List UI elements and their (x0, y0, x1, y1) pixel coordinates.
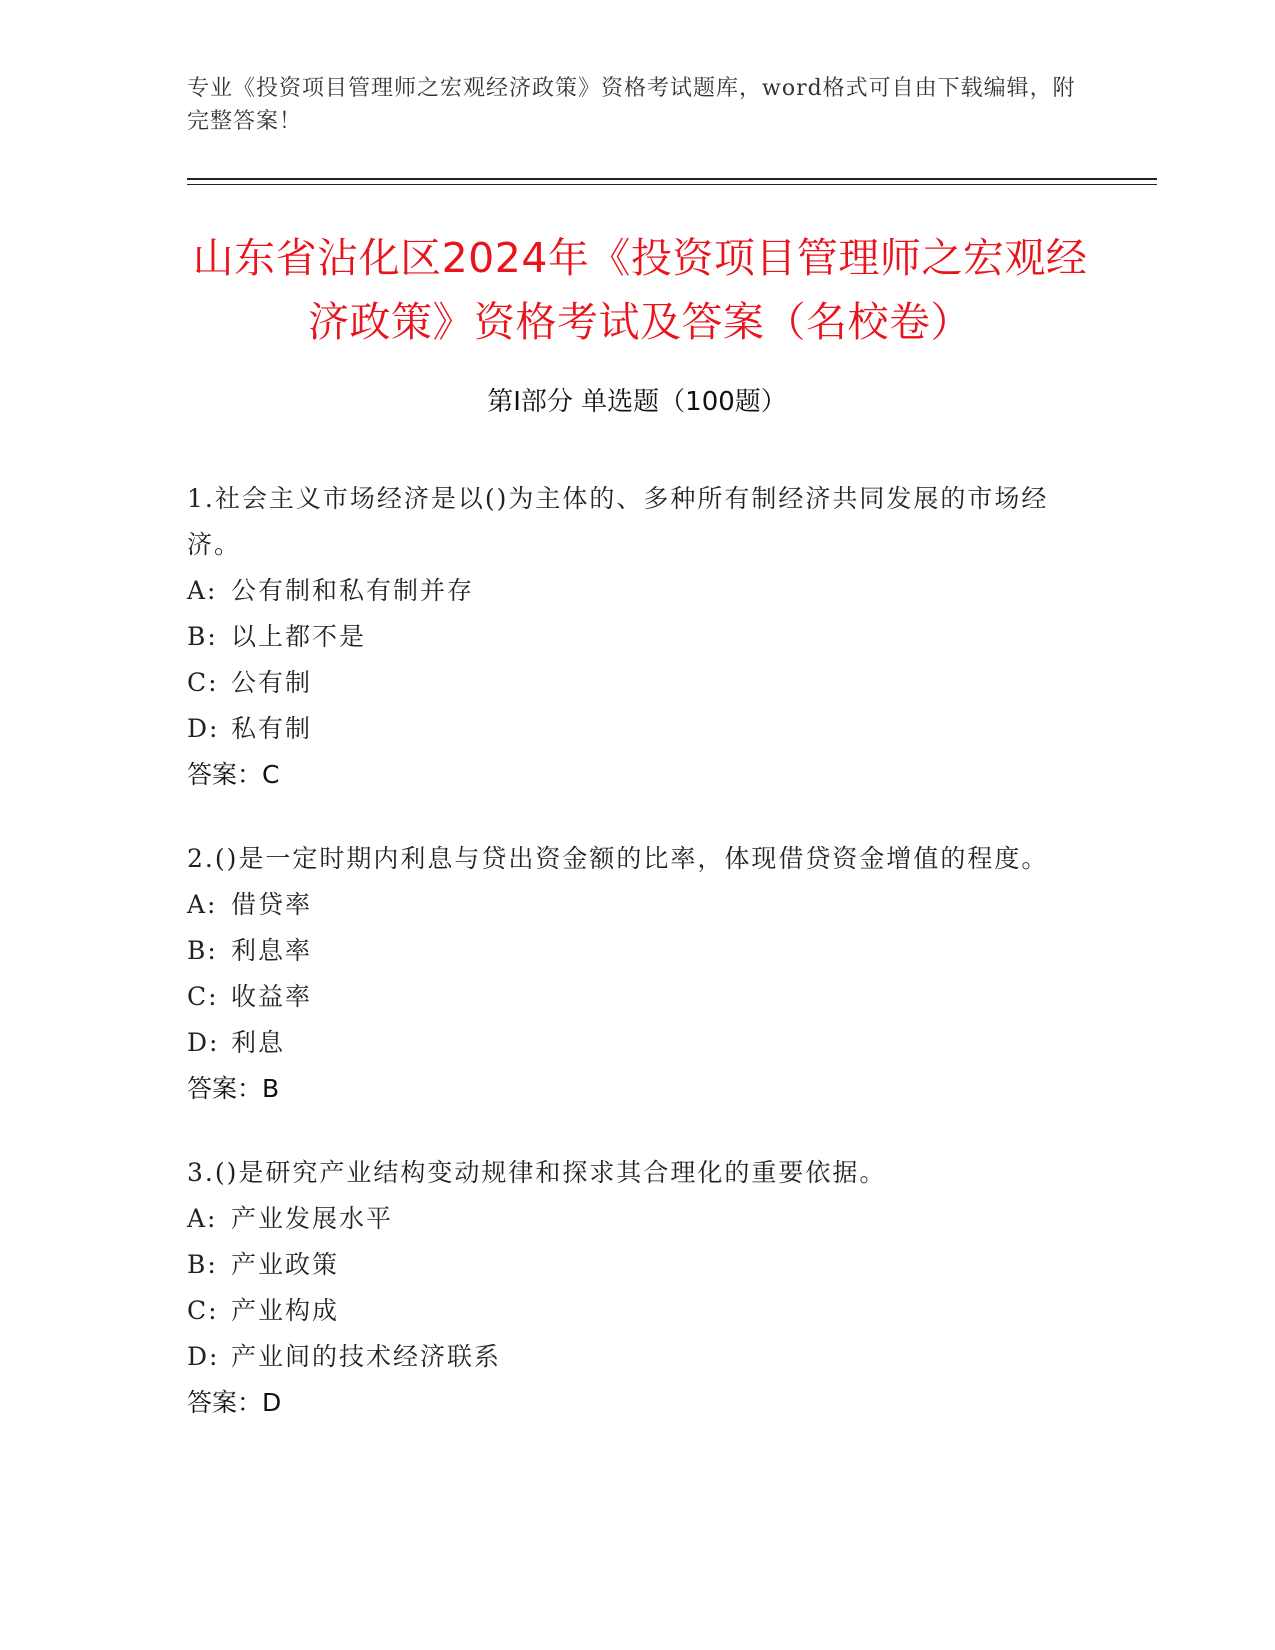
question-list (187, 476, 1067, 1464)
option-d (187, 1020, 1067, 1066)
question-stem: 2.()是一定时期内利息与贷出资金额的比率，体现借贷资金增值的程度。 (187, 844, 1049, 873)
option-text: 收益率 (231, 982, 313, 1011)
option-text: 产业发展水平 (231, 1204, 394, 1233)
option-text: 公有制 (231, 668, 313, 697)
option-text: 私有制 (231, 714, 313, 743)
option-d (187, 706, 1067, 752)
option-c (187, 974, 1067, 1020)
section-title: 第Ⅰ部分 单选题（100题） (487, 387, 787, 417)
option-label: A: (187, 890, 218, 919)
question-3 (187, 1150, 1067, 1426)
option-label: A: (187, 576, 218, 605)
question-stem: 3.()是研究产业结构变动规律和探求其合理化的重要依据。 (187, 1158, 887, 1187)
option-label: C: (187, 668, 219, 697)
option-a (187, 568, 1067, 614)
option-b (187, 928, 1067, 974)
option-label: D: (187, 1342, 220, 1371)
answer: 答案：B (187, 1074, 280, 1103)
option-label: D: (187, 714, 220, 743)
document-title: 山东省沾化区2024年《投资项目管理师之宏观经济政策》资格考试及答案（名校卷） (192, 234, 1088, 346)
option-label: B: (187, 1250, 218, 1279)
option-text: 公有制和私有制并存 (231, 576, 475, 605)
option-text: 产业政策 (231, 1250, 340, 1279)
question-stem: 1.社会主义市场经济是以()为主体的、多种所有制经济共同发展的市场经济。 (187, 484, 1049, 559)
answer: 答案：C (187, 760, 280, 789)
header-divider-thin (187, 184, 1157, 185)
option-label: A: (187, 1204, 218, 1233)
option-label: C: (187, 1296, 219, 1325)
option-text: 以上都不是 (231, 622, 367, 651)
option-c (187, 660, 1067, 706)
question-1 (187, 476, 1067, 798)
header-divider-thick (187, 178, 1157, 180)
option-text: 产业间的技术经济联系 (231, 1342, 502, 1371)
option-text: 产业构成 (231, 1296, 340, 1325)
option-text: 利息率 (231, 936, 313, 965)
option-text: 借贷率 (231, 890, 313, 919)
header-note: 专业《投资项目管理师之宏观经济政策》资格考试题库，word格式可自由下载编辑，附完整答案！ (187, 76, 1076, 134)
option-b (187, 614, 1067, 660)
option-d (187, 1334, 1067, 1380)
question-2 (187, 836, 1067, 1112)
option-label: D: (187, 1028, 220, 1057)
option-text: 利息 (231, 1028, 286, 1057)
option-a (187, 882, 1067, 928)
option-label: C: (187, 982, 219, 1011)
option-label: B: (187, 936, 218, 965)
option-c (187, 1288, 1067, 1334)
option-a (187, 1196, 1067, 1242)
option-label: B: (187, 622, 218, 651)
option-b (187, 1242, 1067, 1288)
answer: 答案：D (187, 1388, 282, 1417)
